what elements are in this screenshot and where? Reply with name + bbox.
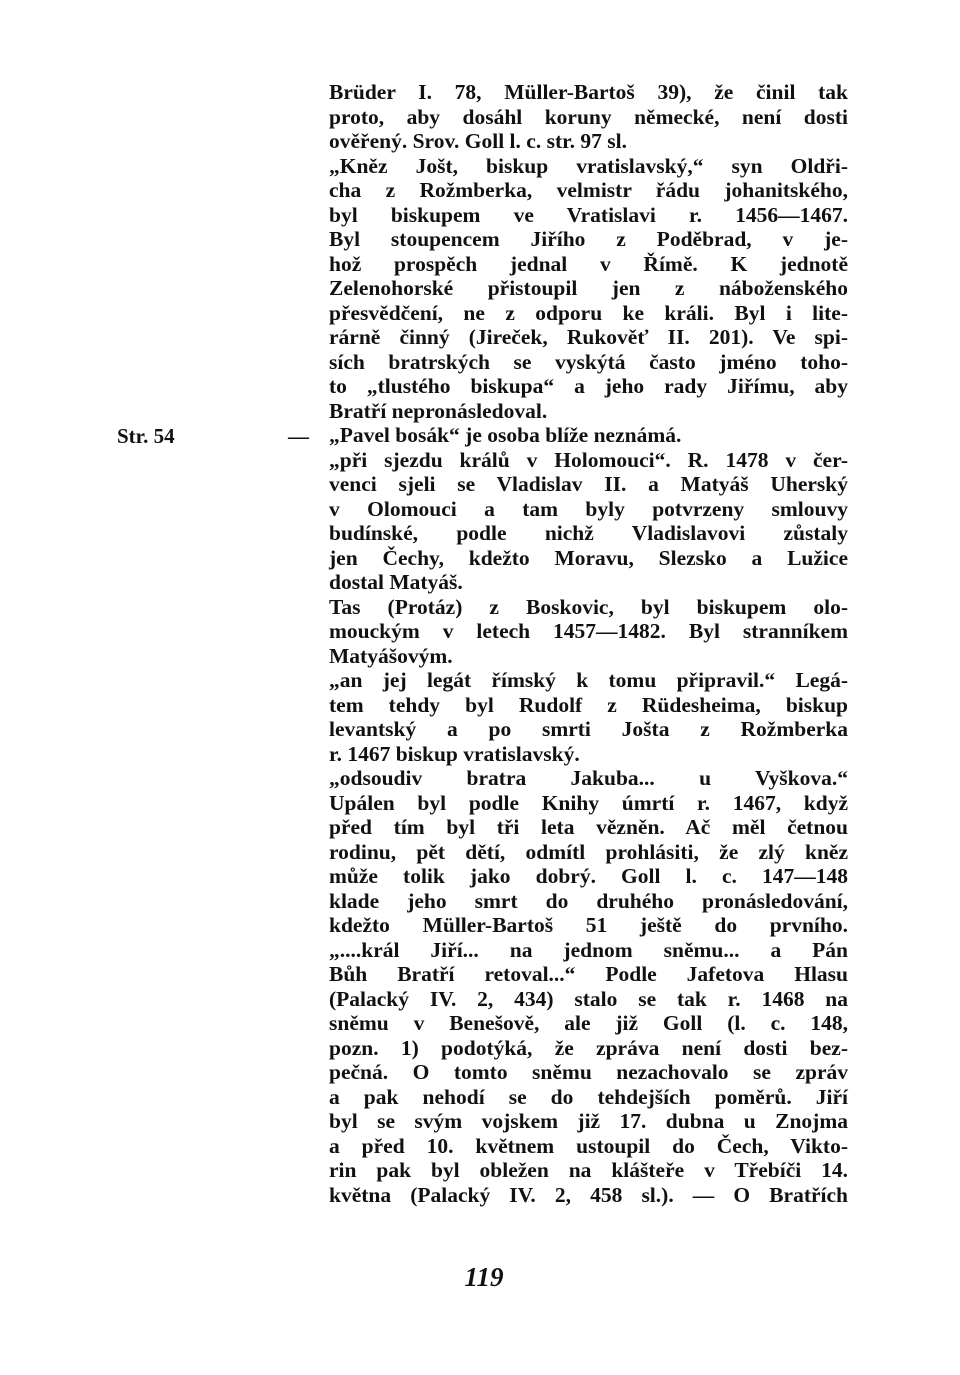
text-line: dostal Matyáš. xyxy=(329,570,463,594)
text-line: pečná. O tomto sněmu nezachovalo se zpráv xyxy=(329,1060,848,1084)
text-line: pozn. 1) podotýká, že zpráva není dosti bez- xyxy=(329,1035,848,1060)
text-line: Matyášovým. xyxy=(329,643,453,668)
text-line: tem tehdy byl Rudolf z Rüdesheima, biskup xyxy=(329,692,848,717)
text-line: „....král Jiří... na jednom sněmu... a Pán xyxy=(329,937,848,962)
text-line: proto, aby dosáhl koruny německé, není dosti xyxy=(329,104,848,129)
text-line: „Pavel bosák“ je osoba blíže neznámá. xyxy=(329,423,682,447)
text-line: kdežto Müller-Bartoš 51 ještě do prvního. xyxy=(329,913,848,937)
text-line: Zelenohorské přistoupil jen z náboženského xyxy=(329,276,848,300)
text-line: rodinu, pět dětí, odmítl prohlásiti, že zlý kněz xyxy=(329,839,848,864)
text-line: Byl stoupencem Jiřího z Poděbrad, v je- xyxy=(329,227,848,251)
text-line: „odsoudiv bratra Jakuba... u Vyškova.“ xyxy=(329,766,848,790)
text-line: mouckým v letech 1457—1482. Byl stranníkem xyxy=(329,619,848,643)
page-number: 119 xyxy=(464,1262,504,1292)
text-line: Tas (Protáz) z Boskovic, byl biskupem olo- xyxy=(329,594,848,619)
text-line: jen Čechy, kdežto Moravu, Slezsko a Lužice xyxy=(329,545,848,570)
text-line: Bratří nepronásledoval. xyxy=(329,398,548,423)
text-line: levantský a po smrti Jošta z Rožmberka xyxy=(329,717,848,741)
text-line: (Palacký IV. 2, 434) stalo se tak r. 1468 na xyxy=(329,986,848,1011)
margin-dash: — xyxy=(288,424,309,448)
text-line: a pak nehodí se do tehdejších poměrů. Jiří xyxy=(329,1084,848,1109)
text-line: může tolik jako dobrý. Goll l. c. 147—148 xyxy=(329,864,848,888)
text-line: byl biskupem ve Vratislavi r. 1456—1467. xyxy=(329,202,848,227)
text-line: r. 1467 biskup vratislavský. xyxy=(329,741,580,766)
text-line: Bůh Bratří retoval...“ Podle Jafetova Hlasu xyxy=(329,962,848,986)
text-line: sích bratrských se vyskýtá často jméno toho- xyxy=(329,349,848,374)
text-line: venci sjeli se Vladislav II. a Matyáš Uherský xyxy=(329,472,848,496)
text-line: v Olomouci a tam byly potvrzeny smlouvy xyxy=(329,496,848,521)
text-line: „při sjezdu králů v Holomouci“. R. 1478 v čer- xyxy=(329,447,848,472)
text-line: ověřený. Srov. Goll l. c. str. 97 sl. xyxy=(329,129,628,153)
text-line: rin pak byl obležen na klášteře v Třebíči 14. xyxy=(329,1158,848,1182)
text-line: a před 10. květnem ustoupil do Čech, Vikto- xyxy=(329,1133,848,1158)
text-line: „Kněz Jošt, biskup vratislavský,“ syn Oldři- xyxy=(329,153,848,178)
text-line: rárně činný (Jireček, Rukověť II. 201). Ve spi- xyxy=(329,325,848,349)
text-line: byl se svým vojskem již 17. dubna u Znojma xyxy=(329,1109,848,1133)
text-line: to „tlustého biskupa“ a jeho rady Jiřímu, aby xyxy=(329,374,848,398)
text-line: Upálen byl podle Knihy úmrtí r. 1467, když xyxy=(329,790,848,815)
text-line: května (Palacký IV. 2, 458 sl.). — O Bratřích xyxy=(329,1182,848,1207)
text-line: „an jej legát římský k tomu připravil.“ Legá- xyxy=(329,668,848,692)
text-line: klade jeho smrt do druhého pronásledování, xyxy=(329,888,848,913)
text-line: cha z Rožmberka, velmistr řádu johanitského, xyxy=(329,178,848,202)
text-line: sněmu v Benešově, ale již Goll (l. c. 148, xyxy=(329,1011,848,1035)
text-line: Brüder I. 78, Müller-Bartoš 39), že činil tak xyxy=(329,80,848,104)
text-line: hož prospěch jednal v Římě. K jednotě xyxy=(329,251,848,276)
text-line: budínské, podle nichž Vladislavovi zůstaly xyxy=(329,521,848,545)
text-line: před tím byl tři leta vězněn. Ač měl četnou xyxy=(329,815,848,839)
commentary-text-column xyxy=(329,80,848,1207)
margin-page-reference: Str. 54 xyxy=(117,424,175,448)
text-line: přesvědčení, ne z odporu ke králi. Byl i lite- xyxy=(329,300,848,325)
